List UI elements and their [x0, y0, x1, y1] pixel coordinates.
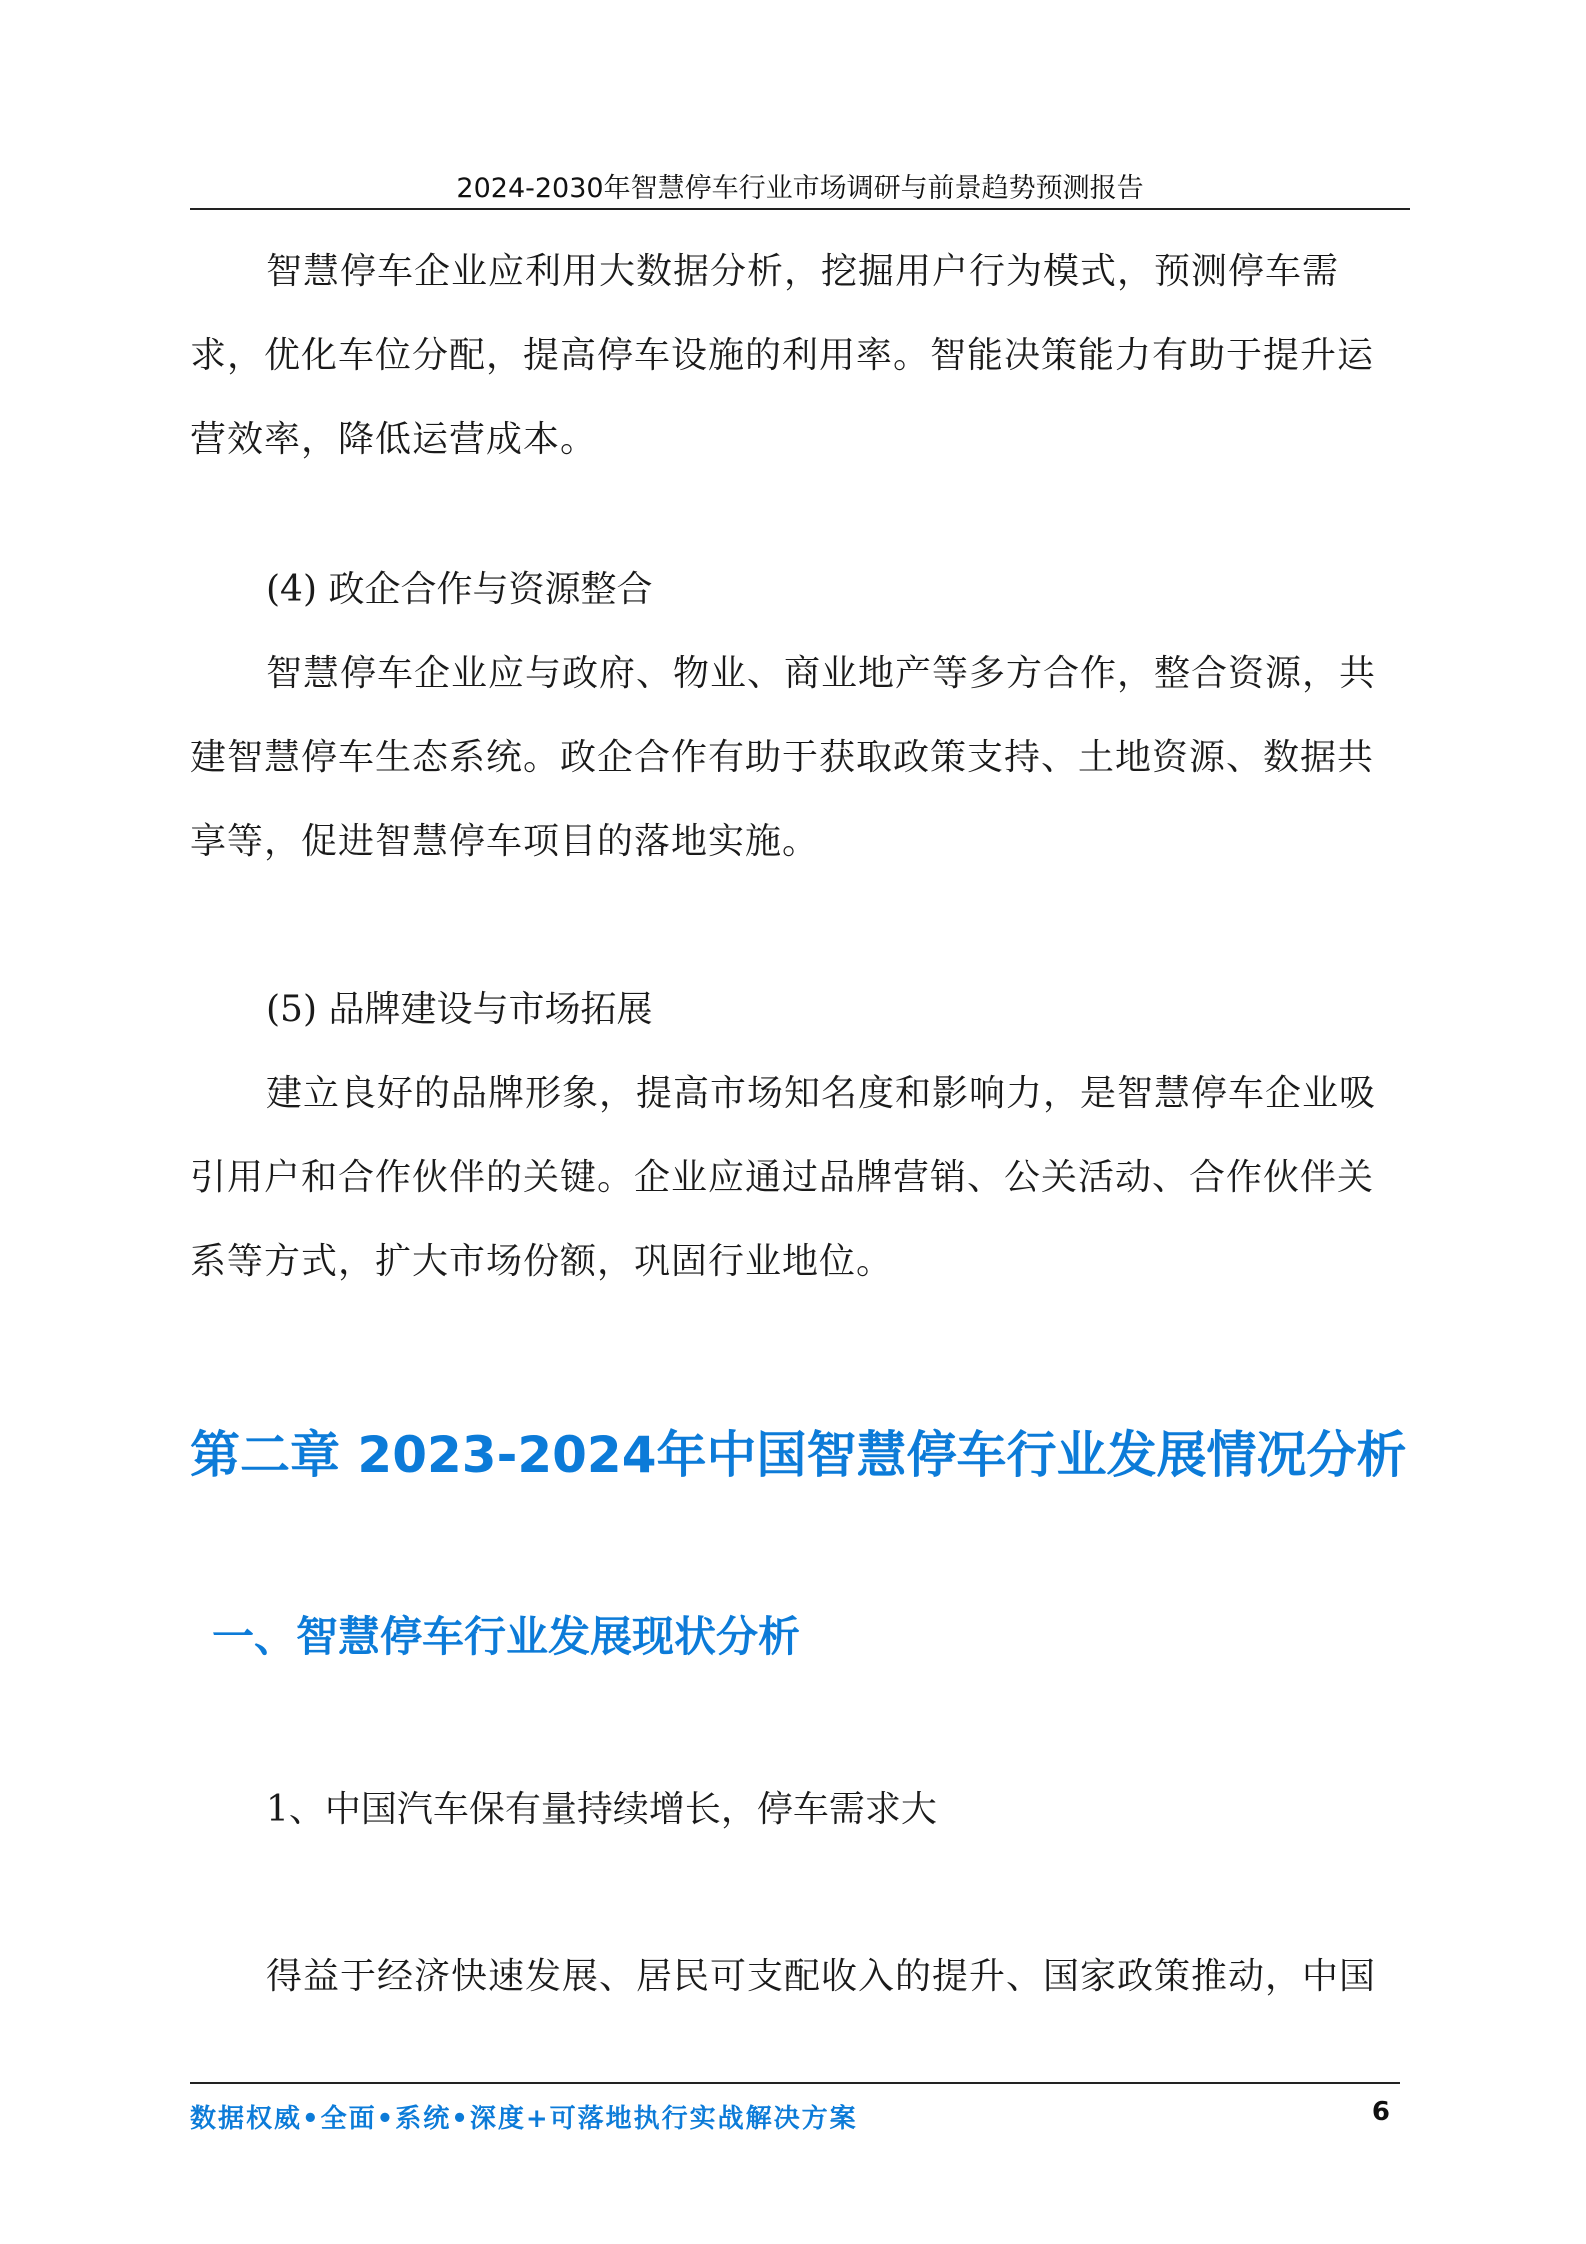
body-paragraph-1 [190, 230, 1390, 482]
header-divider [190, 208, 1410, 210]
running-header-title: 2024-2030年智慧停车行业市场调研与前景趋势预测报告 [456, 173, 1144, 204]
body-paragraph-4 [190, 1935, 1390, 2019]
body-paragraph-2 [190, 632, 1390, 884]
list-item-1: 1、中国汽车保有量持续增长，停车需求大 [266, 1789, 937, 1830]
subheading-4: (4) 政企合作与资源整合 [266, 569, 653, 610]
subheading-5: (5) 品牌建设与市场拓展 [266, 989, 653, 1030]
paragraph-text: 得益于经济快速发展、居民可支配收入的提升、国家政策推动，中国 [266, 1956, 1377, 1997]
paragraph-text: 建立良好的品牌形象，提高市场知名度和影响力，是智慧停车企业吸引用户和合作伙伴的关键。企业应通过品牌营销、公关活动、合作伙伴关系等方式，扩大市场份额，巩固行业地位。 [190, 1073, 1377, 1282]
chapter-title: 第二章 2023-2024年中国智慧停车行业发展情况分析 [190, 1426, 1407, 1484]
section-title: 一、智慧停车行业发展现状分析 [212, 1612, 801, 1661]
paragraph-text: 智慧停车企业应利用大数据分析，挖掘用户行为模式，预测停车需求，优化车位分配，提高停车设施的利用率。智能决策能力有助于提升运营效率，降低运营成本。 [190, 251, 1375, 460]
body-paragraph-3 [190, 1052, 1390, 1304]
footer-slogan: 数据权威•全面•系统•深度+可落地执行实战解决方案 [190, 2104, 858, 2134]
page-number: 6 [1371, 2097, 1390, 2127]
footer-divider [190, 2082, 1400, 2084]
paragraph-text: 智慧停车企业应与政府、物业、商业地产等多方合作，整合资源，共建智慧停车生态系统。政企合作有助于获取政策支持、土地资源、数据共享等，促进智慧停车项目的落地实施。 [190, 653, 1377, 862]
